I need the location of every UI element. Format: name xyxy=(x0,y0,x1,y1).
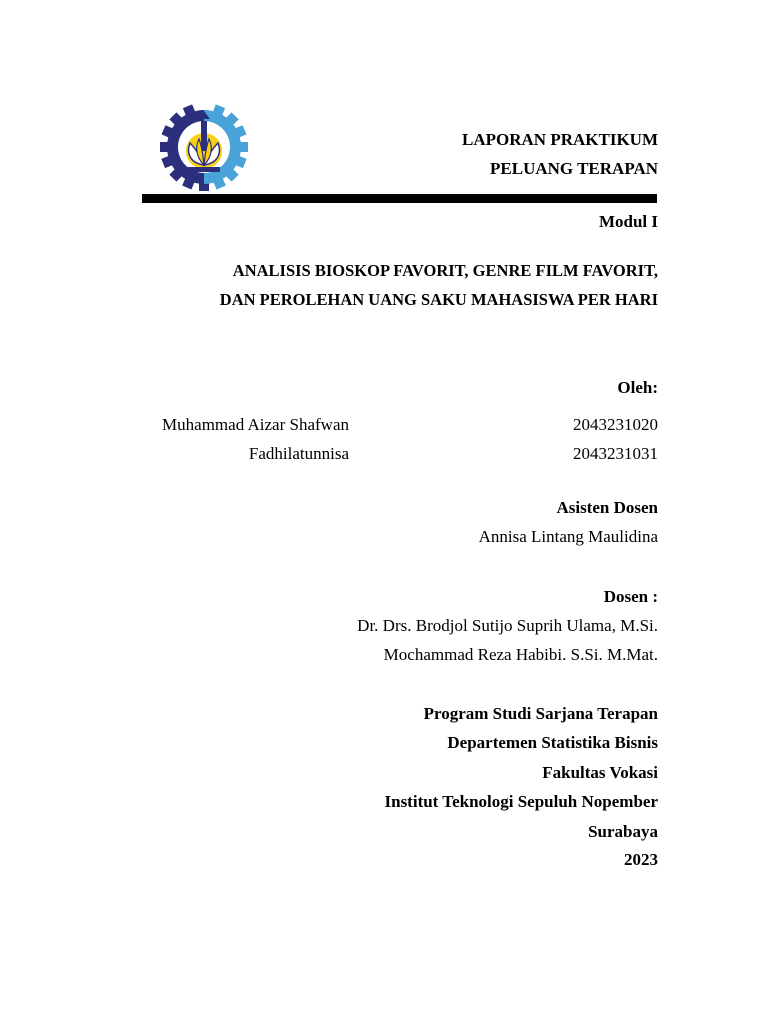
lecturer-name: Dr. Drs. Brodjol Sutijo Suprih Ulama, M.Si. xyxy=(357,616,658,635)
authors-heading: Oleh: xyxy=(617,378,658,397)
report-type: LAPORAN PRAKTIKUM xyxy=(462,130,658,149)
module-label: Modul I xyxy=(598,212,658,231)
lecturer-name: Mochammad Reza Habibi. S.Si. M.Mat. xyxy=(383,645,658,664)
assistant-heading: Asisten Dosen xyxy=(556,498,658,517)
year: 2023 xyxy=(624,850,658,869)
university: Institut Teknologi Sepuluh Nopember xyxy=(384,792,658,811)
author-name: Muhammad Aizar Shafwan xyxy=(162,415,349,434)
course-name: PELUANG TERAPAN xyxy=(490,159,658,178)
author-name: Fadhilatunnisa xyxy=(248,444,349,463)
faculty: Fakultas Vokasi xyxy=(542,763,658,782)
report-title-line-2: DAN PEROLEHAN UANG SAKU MAHASISWA PER HARI xyxy=(219,290,658,309)
department: Departemen Statistika Bisnis xyxy=(447,733,658,752)
report-title-line-1: ANALISIS BIOSKOP FAVORIT, GENRE FILM FAVORIT, xyxy=(232,261,658,280)
city: Surabaya xyxy=(588,822,658,841)
header-divider xyxy=(142,194,657,203)
author-nrp: 2043231020 xyxy=(573,415,658,434)
assistant-name: Annisa Lintang Maulidina xyxy=(478,527,658,546)
author-nrp: 2043231031 xyxy=(573,444,658,463)
its-logo-icon xyxy=(157,103,251,191)
lecturers-heading: Dosen : xyxy=(603,587,658,606)
study-program: Program Studi Sarjana Terapan xyxy=(423,704,658,723)
